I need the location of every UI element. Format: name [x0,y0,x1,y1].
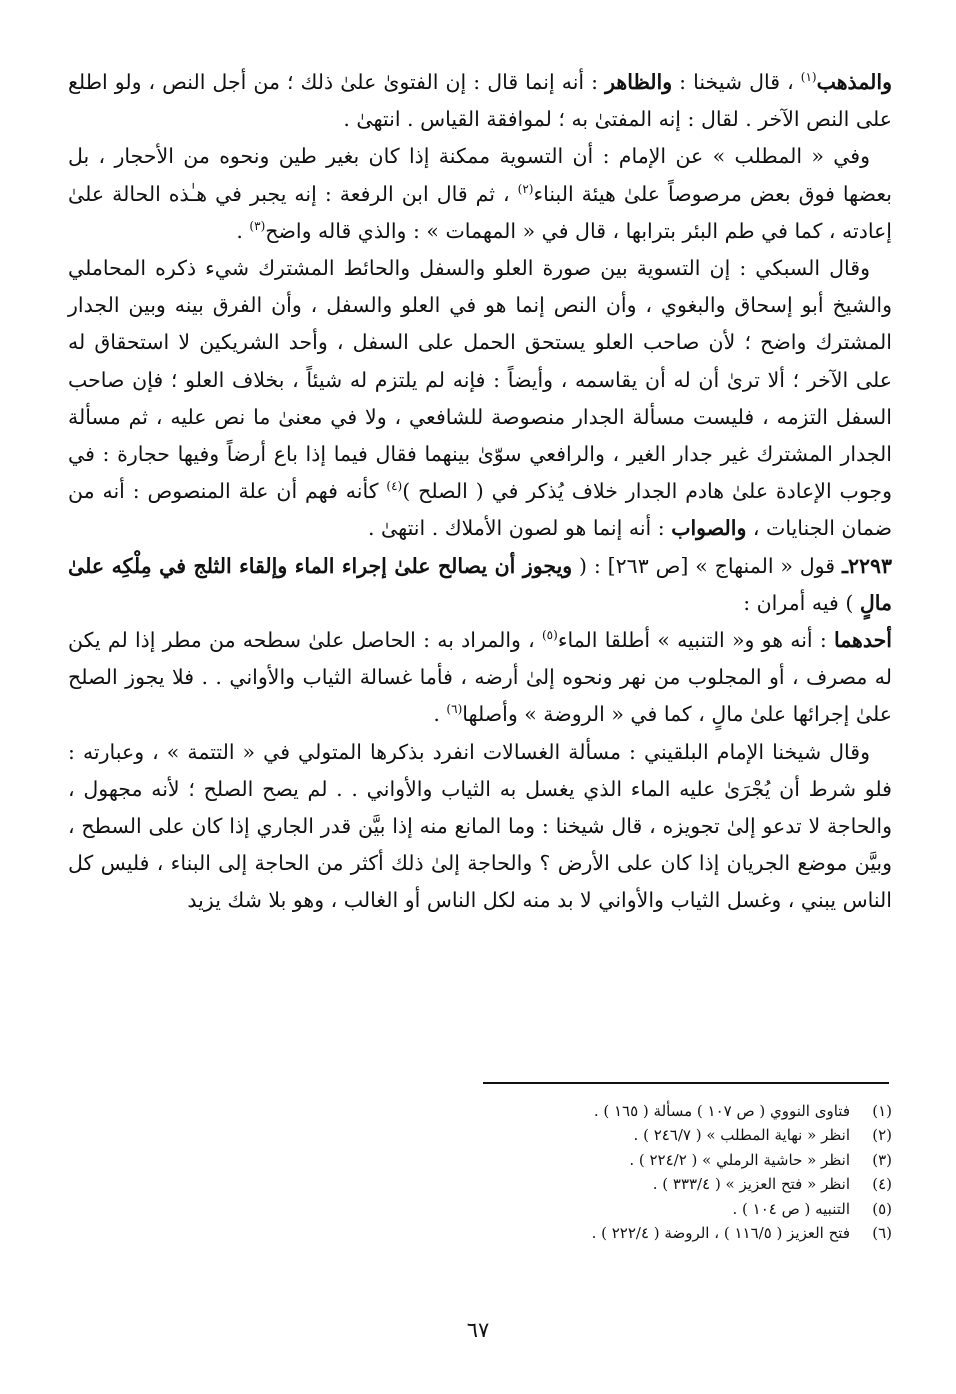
text-run: ، قال شيخنا : [672,70,801,94]
footnote-text: انظر « فتح العزيز » ( ٣٣٣/٤ ) . [652,1175,850,1194]
main-text [68,64,892,920]
bold-text: والظاهر [605,70,673,94]
footnote [320,1172,892,1196]
footnote-ref[interactable]: (٦) [446,702,463,717]
text-run: : أنه هو و« التنبيه » أطلقا الماء [557,628,834,653]
footnote-ref[interactable]: (٤) [386,479,403,494]
text-run: ، والمراد به : الحاصل علىٰ سطحه من مطر إذا لم يكن له مصرف ، أو المجلوب من نهر ونحوه إلىٰ أرضه ، فأما غسالة الثياب والأواني . . فلا يجوز الصلح علىٰ إجرائها علىٰ مالٍ ، كما في « الروضة » وأصلها [68,628,892,727]
bold-text: ويجوز أن يصالح علىٰ إجراء الماء وإلقاء الثلج في مِلْكِه علىٰ مالٍ [68,553,892,615]
footnote [320,1123,892,1147]
text-run: قول « المنهاج » [ص ٢٦٣] : ( [572,553,842,578]
footnote-ref[interactable]: (١) [800,70,817,84]
paragraph [68,250,892,548]
text-run: وقال شيخنا الإمام البلقيني : مسألة الغسالات انفرد بذكرها المتولي في « التتمة » ، وعبارته : فلو شرط أن يُجْرَىٰ عليه الماء الذي يغسل به الثياب والأواني . . لم يصح الصلح ؛ لأنه مجهول ، والحاجة لا تدعو إلىٰ تجويزه ، قال شيخنا : وما المانع منه إذا بيَّن قدر الجاري إذا كان على السطح ، وبيَّن موضع الجريان إذا كان على الأرض ؟ والحاجة إلىٰ ذلك أكثر من الحاجة إلى البناء ، فليس كل الناس يبني ، وغسل الثياب والأواني لا بد منه لكل الناس أو الغالب ، وهو بلا شك يزيد [68,739,892,913]
bold-text: والمذهب [816,70,892,94]
footnote-number: (٥) [872,1199,892,1218]
text-run: ، ثم قال ابن الرفعة : إنه يجبر في هـٰذه الحالة علىٰ إعادته ، كما في طم البئر بترابها ، قال في « المهمات » : والذي قاله واضح [68,181,892,243]
footnote-separator [483,1082,889,1084]
footnote [320,1221,892,1245]
footnote-number: (٤) [872,1175,892,1194]
paragraph [68,138,892,250]
footnote [320,1148,892,1172]
footnote-number: (١) [872,1102,892,1120]
bold-text: والصواب [671,516,747,541]
text-run: . [433,702,447,727]
footnotes [320,1099,892,1245]
paragraph [68,64,892,138]
paragraph [68,622,892,734]
footnote-text: فتاوى النووي ( ص ١٠٧ ) مسألة ( ١٦٥ ) . [593,1102,850,1120]
footnote [320,1099,892,1123]
footnote-ref[interactable]: (٢) [517,181,534,196]
footnote [320,1197,892,1221]
footnote-text: انظر « نهاية المطلب » ( ٢٤٦/٧ ) . [633,1126,850,1145]
paragraph [68,734,892,920]
page-number: ٦٧ [466,1318,490,1342]
footnote-text: انظر « حاشية الرملي » ( ٢٢٤/٢ ) . [629,1150,850,1169]
text-run: : أنه إنما هو لصون الأملاك . انتهىٰ . [368,516,672,541]
text-run: كأنه فهم أن علة المنصوص : أنه من ضمان الجنايات ، [68,479,892,541]
text-run: وقال السبكي : إن التسوية بين صورة العلو والسفل والحائط المشترك شيء ذكره المحاملي والشيخ أبو إسحاق والبغوي ، وأن النص إنما هو في العلو والسفل ، وأن الفرق بينه وبين الجدار المشترك واضح ؛ لأن صاحب العلو يستحق الحمل على السفل ، وأحد الشريكين لا استحقاق له على الآخر ؛ ألا ترىٰ أن له أن يقاسمه ، وأيضاً : فإنه لم يلتزم له شيئاً ، بخلاف العلو ؛ فإن صاحب السفل التزمه ، فليست مسألة الجدار منصوصة للشافعي ، ولا في معنىٰ ما نص عليه ، ثم مسألة الجدار المشترك غير جدار الغير ، والرافعي سوّىٰ بينهما فقال فيما إذا باع أرضاً وفيها حجارة : في وجوب الإعادة علىٰ هادم الجدار خلاف يُذكر في ( الصلح ) [68,256,893,504]
bold-text: أحدهما [833,628,892,653]
footnote-number: (٣) [872,1150,892,1169]
footnote-text: فتح العزيز ( ١١٦/٥ ) ، الروضة ( ٢٢٢/٤ ) . [591,1224,850,1243]
text-run: : أنه إنما قال : إن الفتوىٰ علىٰ ذلك ؛ من أجل النص ، ولو اطلع على النص الآخر . لقال : إنه المفتىٰ به ؛ لموافقة القياس . انتهىٰ . [68,70,892,132]
footnote-number: (٢) [872,1126,892,1145]
text-run: ) فيه أمران : [743,590,860,615]
bold-text: ٢٢٩٣ـ [841,553,892,578]
footnote-ref[interactable]: (٥) [541,628,558,643]
footnote-text: التنبيه ( ص ١٠٤ ) . [732,1199,850,1218]
footnote-ref[interactable]: (٣) [249,218,266,233]
paragraph [68,548,892,622]
footnote-number: (٦) [872,1224,892,1243]
text-run: وفي « المطلب » عن الإمام : أن التسوية ممكنة إذا كان بغير طين ونحوه من الأحجار ، بل بعضها فوق بعض مرصوصاً علىٰ هيئة البناء [68,144,893,206]
text-run: . [236,218,250,243]
